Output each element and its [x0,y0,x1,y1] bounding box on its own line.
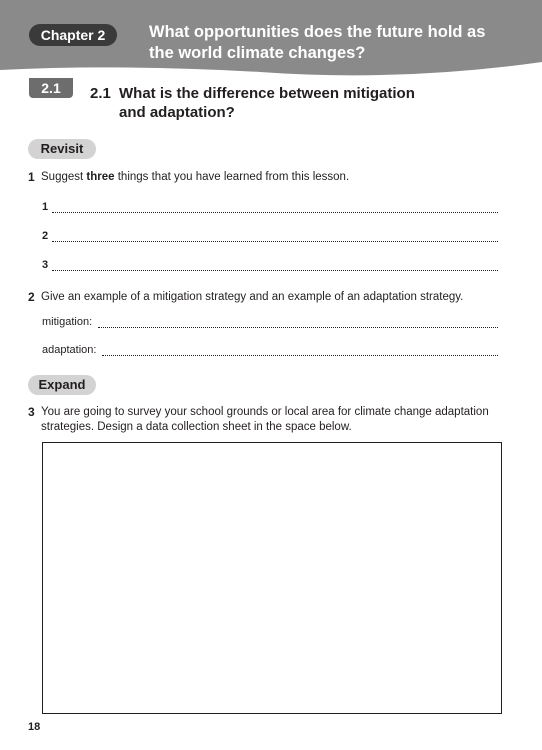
question-1 [28,170,508,185]
section-title [90,84,470,122]
question-2 [28,290,508,305]
expand-heading: Expand [28,375,96,395]
adaptation-answer-line[interactable] [42,342,498,356]
dotted-line [102,345,498,356]
section-tab: 2.1 [29,78,73,98]
dotted-line [52,260,498,271]
title-line-1: What opportunities does the future hold as [149,23,486,41]
dotted-line [52,202,498,213]
mitigation-answer-line[interactable] [42,314,498,328]
data-collection-sheet-box[interactable] [42,442,502,714]
answer-line-number: 2 [42,230,49,242]
answer-line-number: 1 [42,201,49,213]
dotted-line [52,231,498,242]
page-number: 18 [28,721,41,733]
emphasis-text: three [86,171,115,183]
question-text: You are going to survey your school grounds or local area for climate change adaptation strategies. Design a data collection sheet in the space below. [41,406,489,433]
section-number: 2.1 [90,85,111,102]
answer-line-2[interactable] [42,228,498,242]
answer-line-1[interactable] [42,199,498,213]
question-text: Suggest three things that you have learned from this lesson. [41,171,350,183]
question-number: 2 [28,290,35,304]
question-number: 1 [28,170,35,184]
title-line-2: the world climate changes? [149,44,366,62]
dotted-line [98,317,498,328]
answer-line-number: 3 [42,259,49,271]
section-title-line-2: and adaptation? [119,104,235,121]
answer-line-3[interactable] [42,257,498,271]
adaptation-label: adaptation: [42,344,97,356]
question-text: Give an example of a mitigation strategy and an example of an adaptation strategy. [41,291,464,303]
question-number: 3 [28,405,35,419]
section-title-line-1: What is the difference between mitigation [119,85,415,102]
chapter-label: Chapter 2 [29,24,117,46]
question-3 [28,405,508,435]
page-title [149,22,519,64]
mitigation-label: mitigation: [42,316,93,328]
revisit-heading: Revisit [28,139,96,159]
